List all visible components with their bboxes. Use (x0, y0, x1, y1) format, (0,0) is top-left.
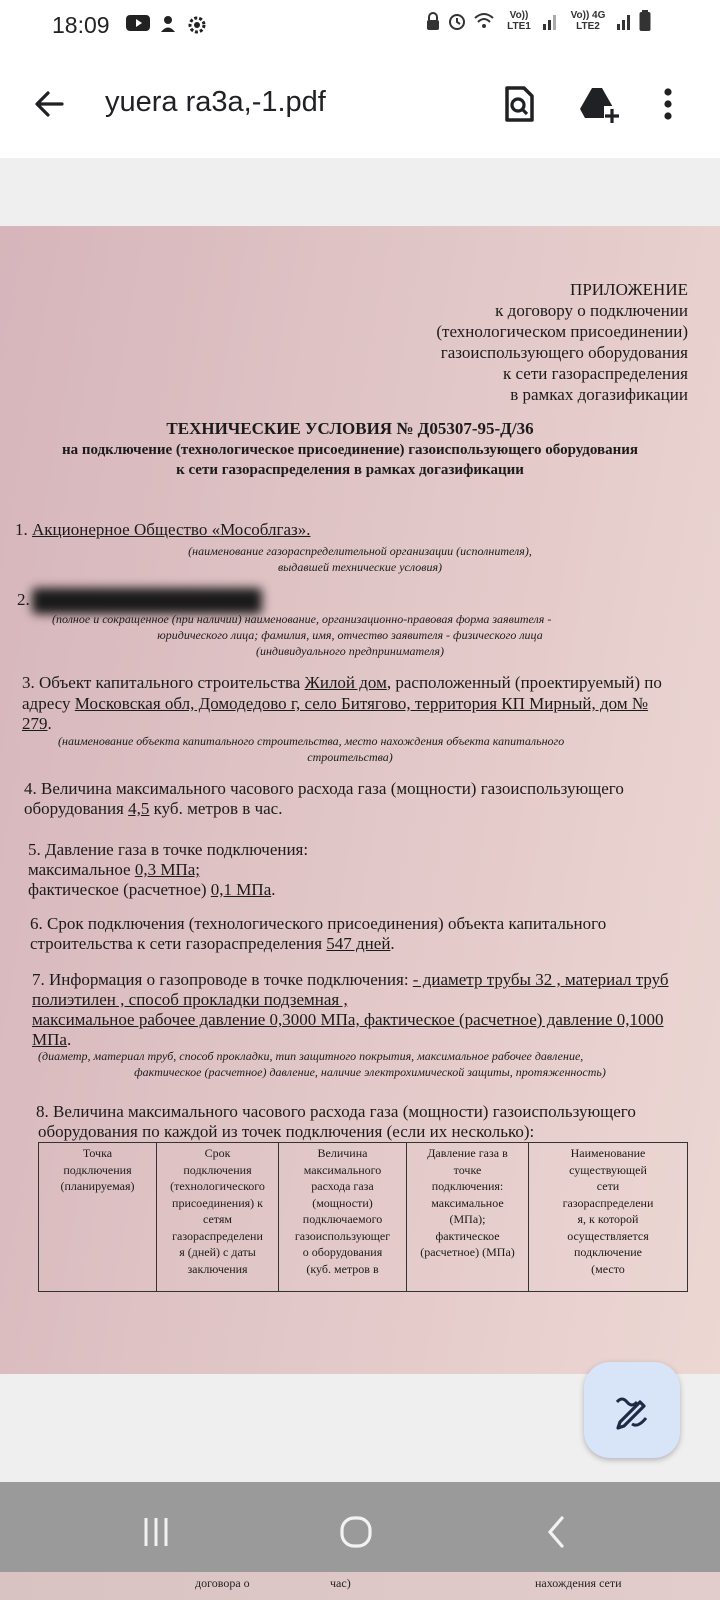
file-title: yuera ra3a,-1.pdf (105, 86, 326, 118)
text: . (390, 934, 395, 953)
connection-term: 547 дней (326, 934, 391, 953)
item-7-line (32, 970, 669, 990)
item-5-fact (28, 880, 276, 900)
lock-icon (425, 11, 441, 31)
pdf-page (0, 226, 720, 1374)
item-4-line: 4. Величина максимального часового расхода газа (мощности) газоиспользующего (24, 779, 624, 798)
recent-apps-icon[interactable] (138, 1514, 174, 1550)
document-search-icon[interactable] (497, 82, 541, 126)
status-icons-left (126, 14, 208, 36)
item-2-prefix: 2. (17, 590, 30, 609)
pdf-viewer[interactable] (0, 158, 720, 1482)
pipe-pressure: максимальное рабочее давление 0,3000 МПа, фактическое (расчетное) давление 0,1000 (32, 1010, 664, 1029)
appendix-line: газоиспользующего оборудования (440, 343, 688, 362)
table-header-cell: Срок подключения (технологического присоединения) к сетям газораспределени я (дней) с даты заключения (157, 1143, 279, 1291)
item-7-line (32, 1030, 71, 1050)
peek-text: нахождения сети (535, 1576, 622, 1590)
item-6-line (30, 934, 395, 954)
actual-pressure: 0,1 МПа (210, 880, 272, 899)
item-6-line: 6. Срок подключения (технологического присоединения) объекта капитального (30, 914, 607, 933)
item-1 (15, 520, 310, 540)
item-3-note: строительства) (307, 750, 393, 764)
connection-points-table (38, 1142, 688, 1292)
redacted-applicant-name (32, 588, 262, 614)
status-icons-right (425, 10, 651, 32)
text: максимальное (28, 860, 135, 879)
drive-add-icon[interactable] (576, 82, 620, 126)
item-3-note: (наименование объекта капитального строительства, место нахождения объекта капитального (58, 734, 565, 748)
signal-icon (543, 12, 559, 30)
table-header-cell: Давление газа в точке подключения: максимальное (МПа); фактическое (расчетное) (МПа) (407, 1143, 529, 1291)
item-3-line (22, 714, 52, 734)
text: адресу (22, 694, 75, 713)
wifi-icon (473, 12, 495, 30)
table-header-cell: Наименование существующей сети газораспределени я, к которой осуществляется подключение (место (562, 1146, 654, 1276)
pipe-laying: полиэтилен , способ прокладки подземная , (32, 990, 348, 1009)
pressure-unit: МПа (32, 1030, 67, 1049)
text: . (271, 880, 276, 899)
item-1-note: выдавшей технические условия) (277, 560, 443, 574)
more-vert-icon[interactable] (646, 82, 690, 126)
document-title: ТЕХНИЧЕСКИЕ УСЛОВИЯ № Д05307-95-Д/36 (166, 419, 534, 438)
home-icon[interactable] (338, 1514, 374, 1550)
text: куб. метров в час. (149, 799, 283, 818)
text: 3. Объект капитального строительства (22, 673, 305, 692)
item-5-line: 5. Давление газа в точке подключения: (28, 840, 309, 859)
settings-gear-icon (186, 14, 208, 36)
text: 7. Информация о газопроводе в точке подключения: (32, 970, 413, 989)
table-header-cell: Точка подключения (планируемая) (39, 1143, 157, 1291)
youtube-icon (126, 14, 150, 32)
sim1-label: Vo)) LTE1 (507, 10, 531, 32)
item-3-line (22, 694, 648, 714)
item-1-value: Акционерное Общество «Мособлгаз». (32, 520, 311, 539)
item-7-note: (диаметр, материал труб, способ прокладки, тип защитного покрытия, максимальное рабочее давление, (38, 1049, 584, 1063)
item-2-note: (полное и сокращенное (при наличии) наименование, организационно-правовая форма заявителя - (52, 612, 552, 626)
signal-icon (617, 12, 633, 30)
document-subtitle: к сети газораспределения в рамках догазификации (176, 462, 524, 478)
person-icon (158, 14, 178, 34)
item-8-line: оборудования по каждой из точек подключения (если их несколько): (38, 1122, 535, 1141)
object-type: Жилой дом (304, 673, 387, 692)
status-bar (0, 0, 720, 52)
text: фактическое (расчетное) (28, 880, 211, 899)
text: . (66, 1030, 72, 1049)
table-header-cell: Величина максимального расхода газа (мощности) подключаемого газоиспользующег о оборудования (куб. метров в (279, 1143, 407, 1291)
appendix-line: к договору о подключении (495, 301, 688, 320)
item-3-line (22, 673, 662, 693)
text: . (47, 714, 52, 733)
item-1-note: (наименование газораспределительной организации (исполнителя), (188, 544, 532, 558)
edit-pencil-icon (584, 1362, 680, 1458)
text: строительства к сети газораспределения (30, 934, 327, 953)
app-bar (0, 66, 720, 144)
item-1-prefix: 1. (15, 520, 32, 539)
max-pressure: 0,3 МПа; (134, 860, 201, 879)
peek-text: час) (330, 1576, 351, 1590)
appendix-heading: ПРИЛОЖЕНИЕ (570, 280, 688, 299)
appendix-line: (технологическом присоединении) (436, 322, 688, 341)
page-peek-strip (0, 1572, 720, 1600)
item-2-note: (индивидуального предпринимателя) (255, 644, 444, 658)
peek-text: договора о (195, 1576, 250, 1590)
battery-icon (639, 10, 651, 32)
item-7-note: фактическое (расчетное) давление, наличие электрохимической защиты, протяженность) (134, 1065, 606, 1079)
object-address: Московская обл, Домодедово г, село Битягово, территория КП Мирный, дом № (74, 694, 649, 713)
alarm-icon (447, 11, 467, 31)
pipe-diameter-material: - диаметр трубы 32 , материал труб (412, 970, 669, 989)
item-4-line (24, 799, 282, 819)
back-icon[interactable] (538, 1514, 574, 1550)
status-time: 18:09 (52, 12, 110, 38)
max-gas-flow: 4,5 (128, 799, 150, 818)
sim2-label: Vo)) 4G LTE2 (570, 10, 606, 32)
text: , расположенный (проектируемый) по (386, 673, 662, 692)
text: оборудования (24, 799, 129, 818)
house-number: 279 (22, 714, 48, 733)
item-5-max (28, 860, 200, 880)
arrow-left-icon[interactable] (30, 84, 70, 124)
item-8-line: 8. Величина максимального часового расхода газа (мощности) газоиспользующего (36, 1102, 636, 1121)
item-2-note: юридического лица; фамилия, имя, отчество заявителя - физического лица (157, 628, 543, 642)
appendix-line: в рамках догазификации (510, 385, 688, 404)
appendix-line: к сети газораспределения (503, 364, 688, 383)
system-nav-bar (0, 1482, 720, 1600)
document-subtitle: на подключение (технологическое присоединение) газоиспользующего оборудования (61, 442, 638, 458)
edit-fab-button[interactable] (584, 1362, 680, 1458)
